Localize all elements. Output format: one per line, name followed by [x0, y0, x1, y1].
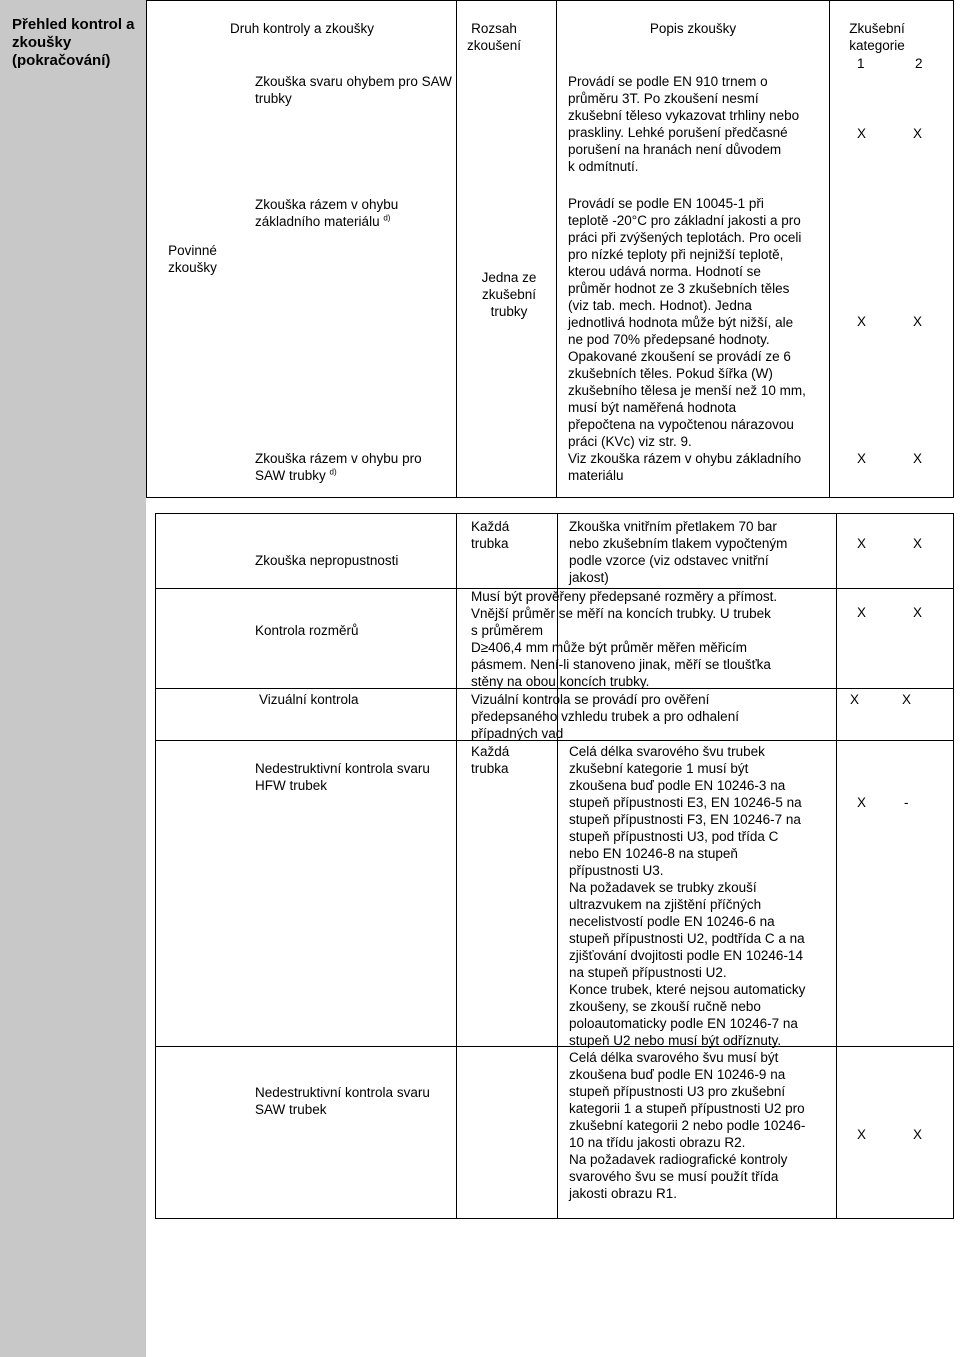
sidebar [0, 0, 146, 1357]
test-description: Celá délka svarového švu trubek zkušební kategorie 1 musí být zkoušena buď podle EN 10246-3 na stupeň přípustnosti E3, EN 10246-5 na stupeň přípustnosti F3, EN 10246-7 na stupeň přípustnosti U3, pod třída C nebo EN 10246-8 na stupeň přípustnosti U3. Na požadavek se trubky zkouší ultrazvukem na zjištění příčných necelistvostí podle EN 10246-6 na stupeň přípustnosti U2, podtřída C a na zjišťování dvojitosti podle EN 10246-14 na stupeň přípustnosti U2. Konce trubek, které nejsou automaticky zkoušeny, se zkouší ručně nebo poloautomaticky podle EN 10246-7 na stupeň U2 nebo musí být odříznuty. [569, 744, 806, 1048]
cat1-mark: X [857, 795, 867, 810]
footnote-ref: d) [329, 467, 337, 477]
test-description: Provádí se podle EN 910 trnem o průměru 3T. Po zkoušení nesmí zkušební těleso vykazovat trhliny nebo praskliny. Lehké porušení předčasné porušení na hranách není důvodem k odmítnutí. [568, 74, 800, 174]
cat1-mark: X [850, 692, 860, 707]
header-cat1: 1 [857, 56, 865, 71]
test-description: Zkouška vnitřním přetlakem 70 bar nebo zkušebním tlakem vypočteným podle vzorce (viz odstavec vnitřní jakost) [569, 519, 788, 585]
test-description: Vizuální kontrola se provádí pro ověření předepsaného vzhledu trubek a pro odhalení případných vad [471, 692, 739, 741]
cat2-mark: X [913, 126, 923, 141]
test-name: Zkouška nepropustnosti [255, 553, 399, 568]
cat1-mark: X [857, 314, 867, 329]
cat1-mark: X [857, 126, 867, 141]
cat2-mark: X [913, 1127, 923, 1142]
test-name: Vizuální kontrola [259, 692, 359, 707]
cat1-mark: X [857, 1127, 867, 1142]
tests-table-bottom [155, 513, 954, 1219]
test-name: Zkouška rázem v ohybu pro SAW trubky $^{d)}$ [255, 451, 422, 483]
header-category: Zkušební kategorie [849, 21, 905, 53]
cat2-mark: X [902, 692, 912, 707]
footnote-ref: d) [383, 213, 391, 223]
tests-table-top [146, 0, 954, 498]
test-scope: Jedna ze zkušební trubky [481, 270, 537, 319]
group-label: Povinné zkoušky [168, 243, 217, 275]
test-description: Provádí se podle EN 10045-1 při teplotě -20°C pro základní jakosti a pro práci při zvýšených teplotách. Pro oceli pro nízké teploty při nejnižší teplotě, kterou udává norma. Hodnotí se průměr hodnot ze 3 zkušebních těles (viz tab. mech. Hodnot). Jedna jednotlivá hodnota může být nižší, ale ne pod 70% předepsané hodnoty. Opakované zkoušení se provádí ze 6 zkušebních těles. Pokud šířka (W) zkušebního tělesa je menší než 10 mm, musí být naměřená hodnota přepočtena na vypočtenou nárazovou práci (KVc) viz str. 9. [568, 196, 806, 449]
header-cat2: 2 [915, 56, 923, 71]
section-title: Přehled kontrol a zkoušky (pokračování) [12, 16, 135, 69]
cat2-mark: X [913, 314, 923, 329]
cat1-mark: X [857, 536, 867, 551]
test-description: Musí být prověřeny předepsané rozměry a přímost. Vnější průměr se měří na koncích trubky. U trubek s průměrem D≥406,4 mm může být průměr měřen měřicím pásmem. Není-li stanoveno jinak, měří se tloušťka stěny na obou koncích trubky. [471, 589, 778, 689]
test-scope: Každá trubka [471, 744, 510, 776]
test-name: Zkouška rázem v ohybu základního materiálu $^{d)}$ [255, 197, 399, 229]
cat2-mark: X [913, 605, 923, 620]
test-name: Nedestruktivní kontrola svaru HFW trubek [255, 761, 430, 793]
cat1-mark: X [857, 605, 867, 620]
cat2-mark: X [913, 536, 923, 551]
header-type: Druh kontroly a zkoušky [229, 21, 375, 36]
cat2-mark: X [913, 451, 923, 466]
test-name: Kontrola rozměrů [255, 623, 359, 638]
test-name: Nedestruktivní kontrola svaru SAW trubek [255, 1085, 430, 1117]
test-description: Celá délka svarového švu musí být zkoušena buď podle EN 10246-9 na stupeň přípustnosti U3 pro zkušební kategorii 1 a stupeň přípustnosti U2 pro zkušební kategorii 2 nebo podle 10246- 10 na třídu jakosti obrazu R2. Na požadavek radiografické kontroly svarového švu se musí použít třída jakosti obrazu R1. [569, 1050, 806, 1201]
cat1-mark: X [857, 451, 867, 466]
test-scope: Každá trubka [471, 519, 510, 551]
header-description: Popis zkoušky [649, 21, 737, 36]
cat2-mark: - [904, 795, 909, 810]
test-description: Viz zkouška rázem v ohybu základního materiálu [568, 451, 802, 483]
test-name: Zkouška svaru ohybem pro SAW trubky [255, 74, 452, 106]
header-scope: Rozsah zkoušení [466, 21, 522, 53]
